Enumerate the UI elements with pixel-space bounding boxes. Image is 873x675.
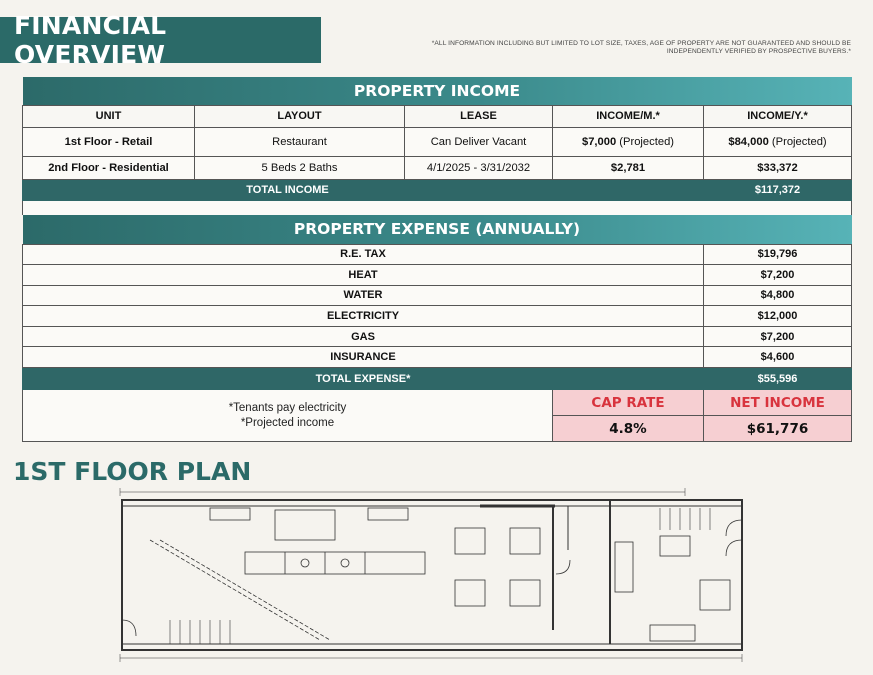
lease-cell: 4/1/2025 - 3/31/2032 — [405, 156, 553, 179]
unit-cell: 1st Floor - Retail — [23, 127, 195, 156]
col-header-unit: UNIT — [23, 105, 195, 127]
total-income-label: TOTAL INCOME — [23, 179, 553, 200]
notes-cell — [23, 390, 553, 442]
table-row — [23, 306, 852, 327]
total-income-value: $117,372 — [704, 179, 852, 200]
expense-label: R.E. TAX — [23, 244, 704, 265]
net-income-label: NET INCOME — [704, 390, 852, 416]
expense-label: INSURANCE — [23, 347, 704, 368]
table-row — [23, 285, 852, 306]
table-row — [23, 156, 852, 179]
expense-title: PROPERTY EXPENSE (ANNUALLY) — [23, 215, 852, 244]
col-header-lease: LEASE — [405, 105, 553, 127]
yearly-cell — [704, 127, 852, 156]
disclaimer — [430, 40, 851, 56]
expense-value: $19,796 — [704, 244, 852, 265]
total-expense-value: $55,596 — [704, 368, 852, 390]
table-row — [23, 244, 852, 265]
floor-plan-title: 1ST FLOOR PLAN — [13, 457, 252, 486]
expense-value: $7,200 — [704, 265, 852, 286]
summary-label-row — [23, 390, 852, 416]
expense-label: GAS — [23, 326, 704, 347]
table-row — [23, 127, 852, 156]
total-income-empty — [553, 179, 704, 200]
layout-cell: 5 Beds 2 Baths — [195, 156, 405, 179]
table-row — [23, 326, 852, 347]
col-header-income-monthly: INCOME/M.* — [553, 105, 704, 127]
note-projected-income: *Projected income — [240, 416, 335, 429]
title-banner — [0, 11, 321, 69]
total-expense-row — [23, 368, 852, 390]
expense-label: WATER — [23, 285, 704, 306]
expense-label: HEAT — [23, 265, 704, 286]
income-title: PROPERTY INCOME — [23, 77, 852, 105]
yearly-value: $84,000 — [728, 135, 769, 148]
expense-value: $4,800 — [704, 285, 852, 306]
income-header-row — [23, 105, 852, 127]
total-expense-label: TOTAL EXPENSE* — [23, 368, 704, 390]
spacer-row — [23, 200, 852, 215]
col-header-layout: LAYOUT — [195, 105, 405, 127]
expense-value: $12,000 — [704, 306, 852, 327]
monthly-note: (Projected) — [619, 135, 675, 148]
lease-cell: Can Deliver Vacant — [405, 127, 553, 156]
total-income-row — [23, 179, 852, 200]
expense-banner — [23, 215, 852, 244]
layout-cell: Restaurant — [195, 127, 405, 156]
net-income-value: $61,776 — [704, 416, 852, 442]
monthly-value: $7,000 — [581, 135, 617, 148]
yearly-cell: $33,372 — [704, 156, 852, 179]
col-header-income-yearly: INCOME/Y.* — [704, 105, 852, 127]
page-title: FINANCIAL OVERVIEW — [14, 11, 167, 69]
expense-table — [22, 215, 852, 442]
disclaimer-line-2: INDEPENDENTLY VERIFIED BY PROSPECTIVE BUYERS.* — [666, 48, 851, 55]
expense-label: ELECTRICITY — [23, 306, 704, 327]
table-row — [23, 347, 852, 368]
unit-cell: 2nd Floor - Residential — [23, 156, 195, 179]
table-row — [23, 265, 852, 286]
floor-plan-drawing — [100, 480, 800, 670]
monthly-cell: $2,781 — [553, 156, 704, 179]
yearly-note: (Projected) — [771, 135, 827, 148]
note-tenants-electricity: *Tenants pay electricity — [228, 401, 347, 414]
disclaimer-line-1: *ALL INFORMATION INCLUDING BUT LIMITED TO LOT SIZE, TAXES, AGE OF PROPERTY ARE NOT GUARANTEED AND SHOULD BE — [431, 40, 851, 47]
income-banner — [23, 77, 852, 105]
cap-rate-value: 4.8% — [553, 416, 704, 442]
income-table — [22, 77, 852, 215]
expense-value: $7,200 — [704, 326, 852, 347]
cap-rate-label: CAP RATE — [553, 390, 704, 416]
expense-value: $4,600 — [704, 347, 852, 368]
monthly-cell — [553, 127, 704, 156]
